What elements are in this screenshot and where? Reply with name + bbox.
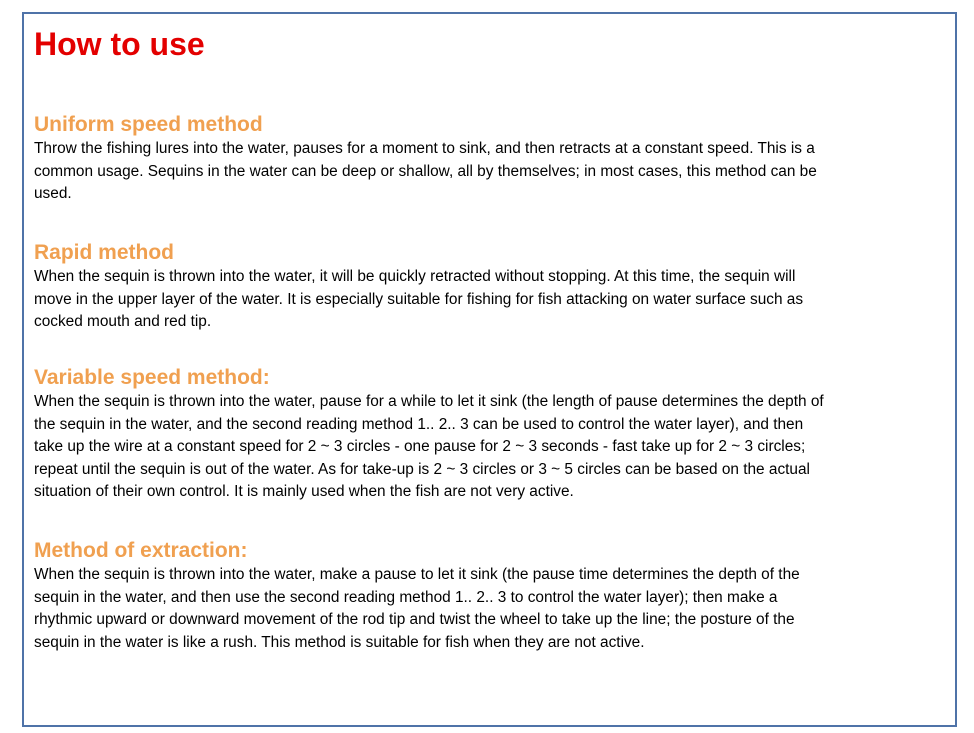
body-line: common usage. Sequins in the water can be deep or shallow, all by themselves; in most cases, this method can be [34,162,817,180]
section-heading: Method of extraction: [34,539,248,562]
section-body [34,391,949,504]
body-line: sequin in the water is like a rush. This method is suitable for fish when they are not active. [34,633,645,651]
section-rapid [34,240,949,334]
section-extraction [34,538,949,654]
page-title: How to use [34,26,205,62]
section-heading: Uniform speed method [34,113,263,136]
body-line: the sequin in the water, and the second reading method 1.. 2.. 3 can be used to control the water layer), and then [34,415,804,433]
body-line: When the sequin is thrown into the water, pause for a while to let it sink (the length of pause determines the depth of [34,393,824,410]
section-body [34,138,949,206]
body-line: When the sequin is thrown into the water, it will be quickly retracted without stopping. At this time, the sequin will [34,268,796,285]
content-frame [22,12,957,727]
body-line: take up the wire at a constant speed for 2 ~ 3 circles - one pause for 2 ~ 3 seconds - fast take up for 2 ~ 3 circles; [34,438,806,456]
body-line: rhythmic upward or downward movement of the rod tip and twist the wheel to take up the line; the posture of the [34,611,795,629]
body-line: Throw the fishing lures into the water, pauses for a moment to sink, and then retracts at a constant speed. This is a [34,140,815,157]
section-heading: Variable speed method: [34,366,270,389]
body-line: sequin in the water, and then use the second reading method 1.. 2.. 3 to control the water layer); then make a [34,588,778,606]
section-uniform-speed [34,112,949,206]
section-body [34,266,949,334]
body-line: move in the upper layer of the water. It is especially suitable for fishing for fish attacking on water surface such as [34,290,804,308]
section-body [34,564,949,654]
body-line: used. [34,185,72,203]
body-line: repeat until the sequin is out of the water. As for take-up is 2 ~ 3 circles or 3 ~ 5 circles can be based on the actual [34,460,810,478]
body-line: situation of their own control. It is mainly used when the fish are not very active. [34,483,574,501]
section-heading: Rapid method [34,241,174,264]
body-line: When the sequin is thrown into the water, make a pause to let it sink (the pause time determines the depth of the [34,566,800,583]
body-line: cocked mouth and red tip. [34,313,212,331]
section-variable-speed [34,365,949,504]
